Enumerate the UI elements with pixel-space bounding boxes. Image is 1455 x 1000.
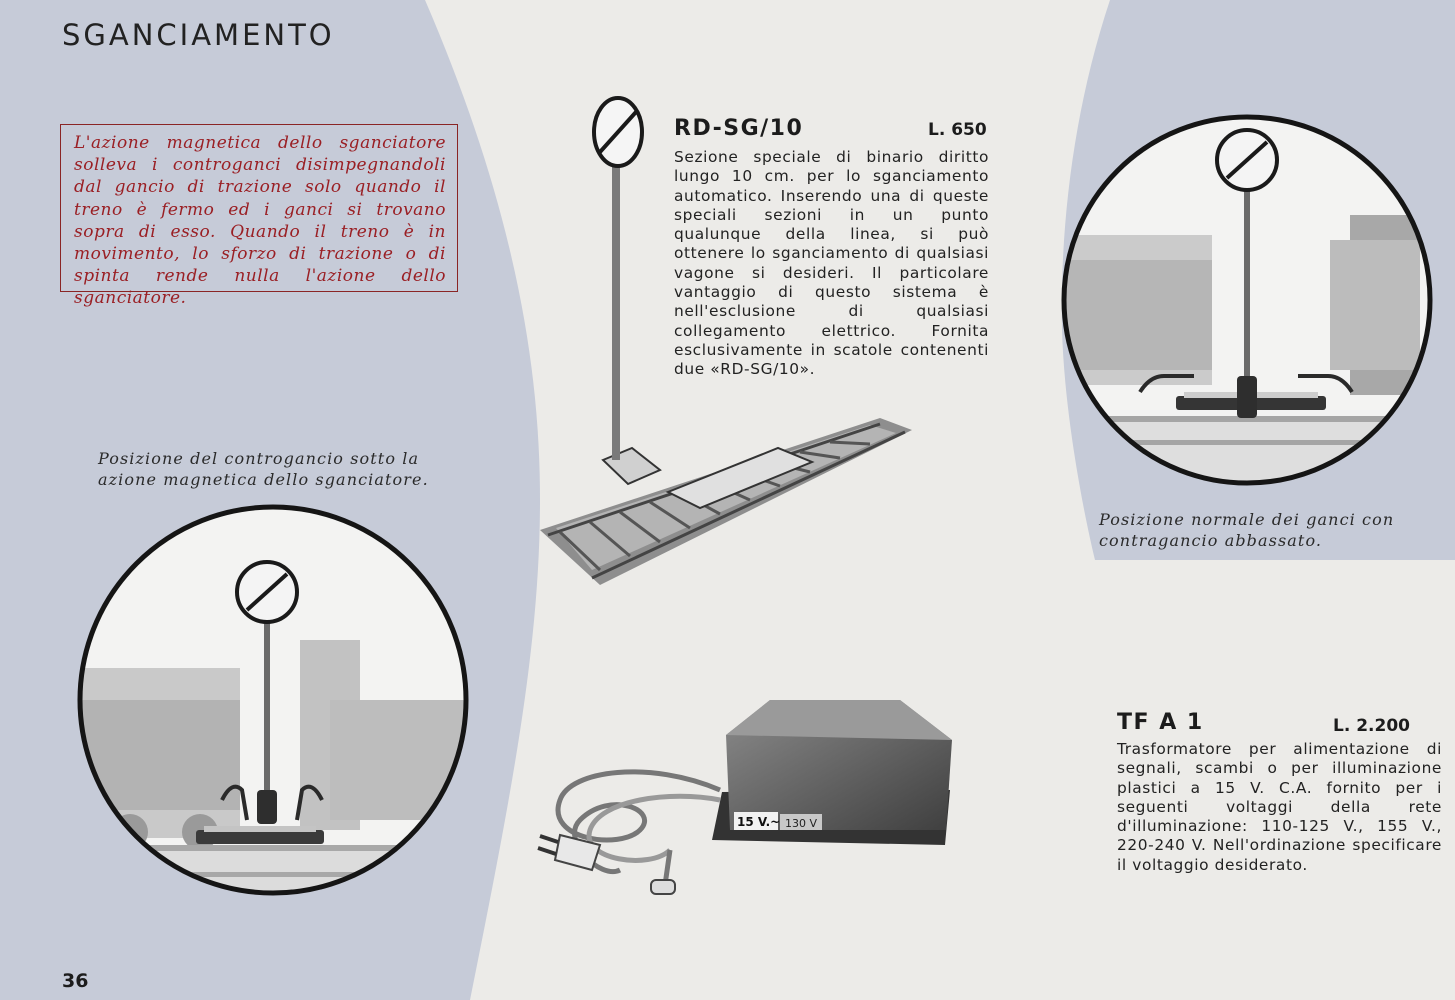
product-price-rd-sg-10: L. 650 xyxy=(928,120,987,140)
section-title: SGANCIAMENTO xyxy=(62,18,335,52)
product-price-tf-a-1: L. 2.200 xyxy=(1333,716,1410,736)
product-description-tf-a-1: Trasformatore per alimentazione di segnali, scambi o per illuminazione plastici a 15 V. C.A. fornito per i seguenti voltaggi della rete d'illuminazione: 110-125 V., 155 V., 220-240 V. Nell'ordinazione specificare il voltaggio desiderato. xyxy=(1117,740,1442,874)
intro-note: L'azione magnetica dello sganciatore solleva i controganci disimpegnandoli dal gancio di trazione solo quando il treno è fermo ed i ganci si trovano sopra di esso. Quando il treno è in movimento, lo sforzo di trazione o di spinta rende nulla l'azione dello sganciatore. xyxy=(74,133,446,309)
page-number: 36 xyxy=(62,970,89,992)
caption-left: Posizione del controgancio sotto la azione magnetica dello sganciatore. xyxy=(98,449,429,489)
product-code-tf-a-1: TF A 1 xyxy=(1117,710,1204,735)
caption-right: Posizione normale dei ganci con contragancio abbassato. xyxy=(1099,510,1395,550)
photo-normal-coupler xyxy=(1062,117,1432,490)
transformer-label-high: 130 V xyxy=(785,817,818,830)
transformer-illustration xyxy=(538,700,952,894)
photo-raised-coupler xyxy=(70,507,480,910)
product-description-rd-sg-10: Sezione speciale di binario diritto lungo 10 cm. per lo sganciamento automatico. Inserendo una di queste speciali sezioni in un punto qualunque della linea, si può ottenere lo sganciamento di qualsiasi vagone si desideri. Il particolare vantaggio di questo sistema è nell'esclusione di qualsiasi collegamento elettrico. Fornita esclusivamente in scatole contenenti due «RD-SG/10». xyxy=(674,148,989,379)
product-code-rd-sg-10: RD-SG/10 xyxy=(674,116,804,141)
transformer-label-low: 15 V.~ xyxy=(737,815,781,829)
